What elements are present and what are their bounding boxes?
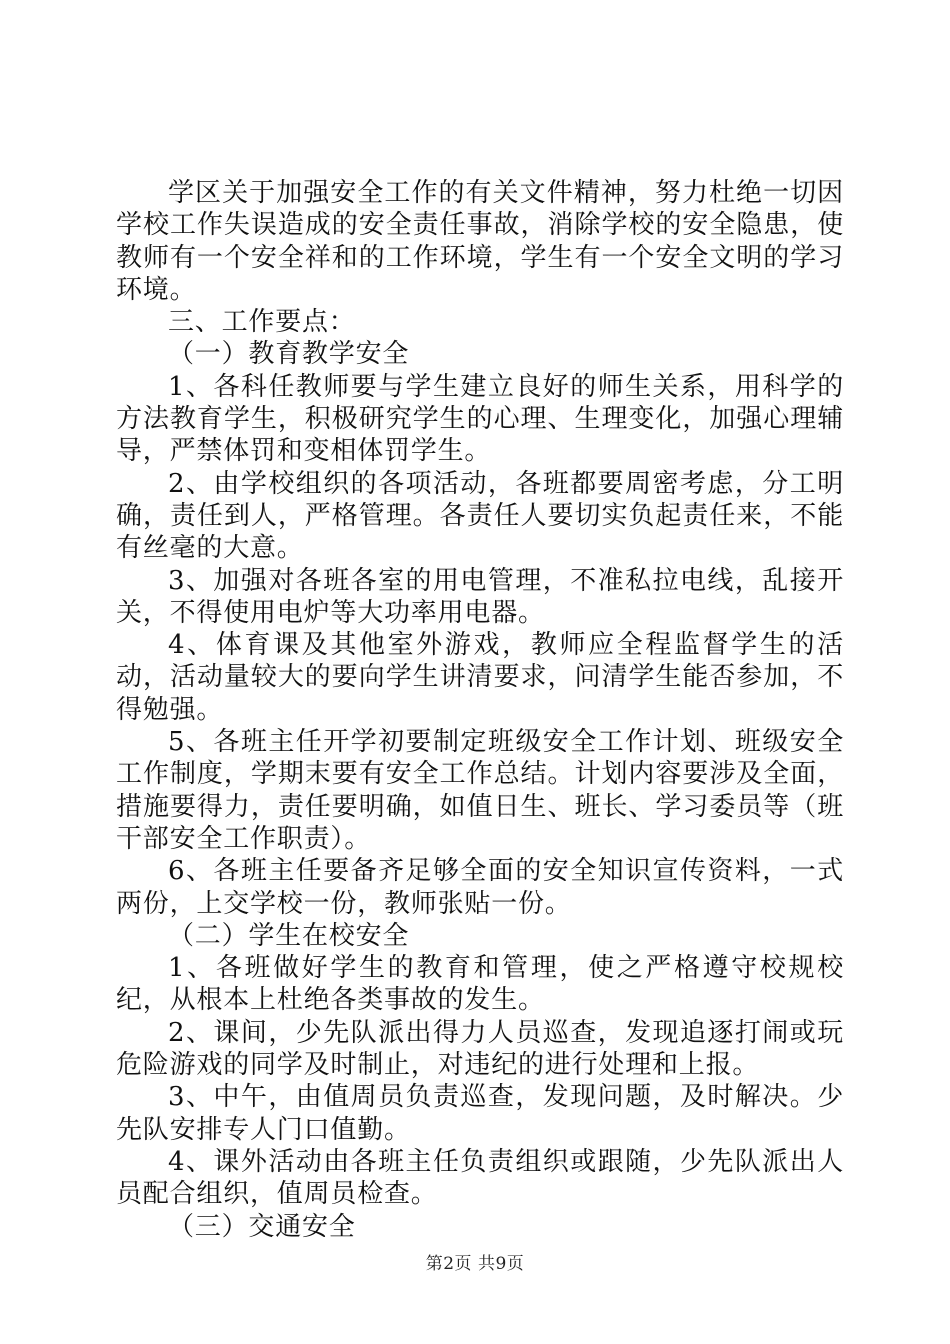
subsection-heading-student-safety: （二）学生在校安全 [168, 920, 410, 951]
paragraph-teaching-5: 5、各班主任开学初要制定班级安全工作计划、班级安全工作制度，学期末要有安全工作总结。计划内容要涉及全面，措施要得力，责任要明确，如值日生、班长、学习委员等（班干部安全工作职责）。 [116, 727, 844, 854]
paragraph-student-1: 1、各班做好学生的教育和管理，使之严格遵守校规校纪，从根本上杜绝各类事故的发生。 [116, 953, 844, 1016]
paragraph-teaching-4: 4、体育课及其他室外游戏，教师应全程监督学生的活动，活动量较大的要向学生讲清要求，问清学生能否参加，不得勉强。 [116, 630, 844, 725]
paragraph-teaching-1: 1、各科任教师要与学生建立良好的师生关系，用科学的方法教育学生，积极研究学生的心理、生理变化，加强心理辅导，严禁体罚和变相体罚学生。 [116, 371, 844, 467]
document-body [116, 177, 844, 1243]
paragraph-student-2: 2、课间，少先队派出得力人员巡查，发现追逐打闹或玩危险游戏的同学及时制止，对违纪的进行处理和上报。 [116, 1017, 844, 1081]
page-number-footer: 第2页 共9页 [425, 1254, 525, 1274]
paragraph-intro: 学区关于加强安全工作的有关文件精神，努力杜绝一切因学校工作失误造成的安全责任事故，消除学校的安全隐患，使教师有一个安全祥和的工作环境，学生有一个安全文明的学习环境。 [116, 178, 844, 305]
paragraph-teaching-3: 3、加强对各班各室的用电管理，不准私拉电线，乱接开关，不得使用电炉等大功率用电器。 [116, 565, 844, 628]
section-heading-work-points: 三、工作要点： [168, 307, 356, 338]
subsection-heading-teaching-safety: （一）教育教学安全 [168, 339, 410, 370]
paragraph-teaching-2: 2、由学校组织的各项活动，各班都要周密考虑，分工明确，责任到人，严格管理。各责任人要切实负起责任来，不能有丝毫的大意。 [116, 468, 844, 564]
paragraph-student-3: 3、中午，由值周员负责巡查，发现问题，及时解决。少先队安排专人门口值勤。 [116, 1082, 844, 1145]
paragraph-student-4: 4、课外活动由各班主任负责组织或跟随，少先队派出人员配合组织，值周员检查。 [116, 1146, 844, 1210]
subsection-heading-traffic-safety: （三）交通安全 [168, 1211, 356, 1242]
paragraph-teaching-6: 6、各班主任要备齐足够全面的安全知识宣传资料，一式两份，上交学校一份，教师张贴一份。 [116, 856, 844, 919]
